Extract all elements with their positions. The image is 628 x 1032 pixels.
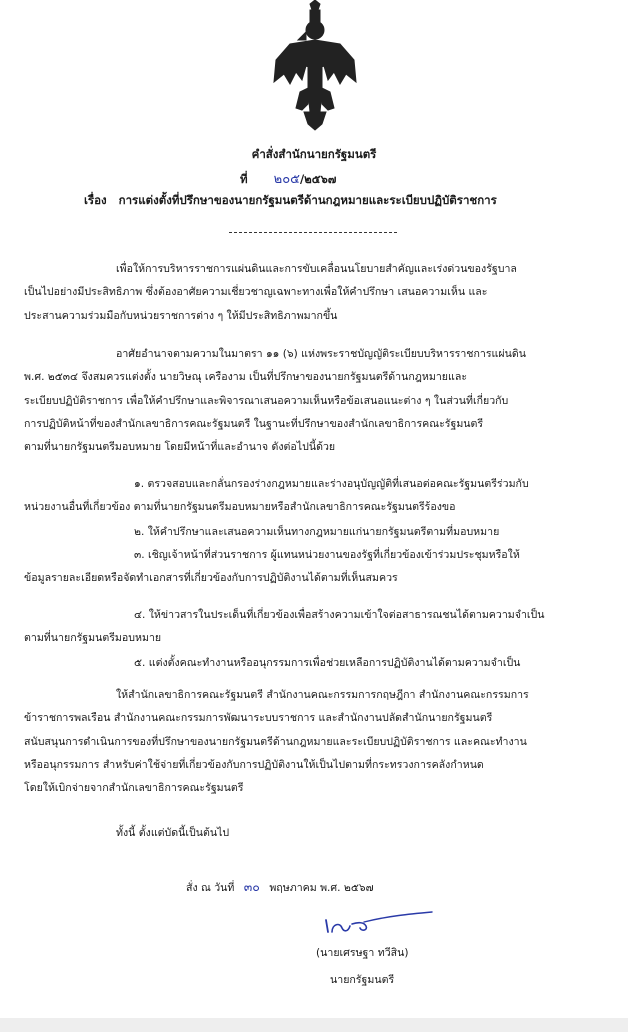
bottom-bar xyxy=(0,1018,628,1032)
text-line: ทั้งนี้ ตั้งแต่บัดนี้เป็นต้นไป xyxy=(116,827,230,839)
text-line: ข้าราชการพลเรือน สำนักงานคณะกรรมการพัฒนาระบบราชการ และสำนักงานปลัดสำนักนายกรัฐมนตรี xyxy=(24,712,493,725)
text-line: ให้สำนักเลขาธิการคณะรัฐมนตรี สำนักงานคณะกรรมการกฤษฎีกา สำนักงานคณะกรรมการ xyxy=(116,689,529,701)
handwritten-day: ๓๐ xyxy=(243,879,260,894)
text-line: ระเบียบปฏิบัติราชการ เพื่อให้คำปรึกษาและพิจารณาเสนอความเห็นหรือข้อเสนอแนะต่าง ๆ ในส่วนที่เกี่ยวกับ xyxy=(24,394,509,407)
paragraph-2 xyxy=(24,343,608,459)
order-number xyxy=(240,168,336,189)
number-label: ที่ xyxy=(240,172,248,186)
date-rest: พฤษภาคม พ.ศ. ๒๕๖๗ xyxy=(269,882,374,894)
garuda-emblem-icon xyxy=(270,0,360,132)
text-line: หรืออนุกรรมการ สำหรับค่าใช้จ่ายที่เกี่ยวข้องกับการปฏิบัติงานให้เป็นไปตามที่กระทรวงการคลังกำหนด xyxy=(24,758,484,771)
duty-item-1: ๑. ตรวจสอบและกลั่นกรองร่างกฎหมายและร่างอนุบัญญัติที่เสนอต่อคณะรัฐมนตรีร่วมกับ หน่วยงานอื่นที่เกี่ยวข้อง ตามที่นายกรัฐมนตรีมอบหมายหรือสำนักเลขาธิการคณะรัฐมนตรีร้องขอ xyxy=(24,478,529,514)
signer-position: นายกรัฐมนตรี xyxy=(330,974,395,986)
number-year: /๒๕๖๗ xyxy=(299,172,337,186)
text-line: สนับสนุนการดำเนินการของที่ปรึกษาของนายกรัฐมนตรีด้านกฎหมายและระเบียบปฏิบัติราชการ และคณะทำงาน xyxy=(24,735,527,748)
order-date xyxy=(186,877,374,897)
signature-icon xyxy=(318,902,438,942)
duty-item-5: ๕. แต่งตั้งคณะทำงานหรืออนุกรรมการเพื่อช่วยเหลือการปฏิบัติงานได้ตามความจำเป็น xyxy=(134,657,521,669)
text-line: พ.ศ. ๒๕๓๔ จึงสมควรแต่งตั้ง นายวิษณุ เครืองาม เป็นที่ปรึกษาของนายกรัฐมนตรีด้านกฎหมายและ xyxy=(24,371,468,384)
divider xyxy=(229,232,397,233)
document-title: คำสั่งสำนักนายกรัฐมนตรี xyxy=(251,147,377,161)
subject-line xyxy=(84,192,497,210)
signer-name: (นายเศรษฐา ทวีสิน) xyxy=(316,947,409,959)
paragraph-3 xyxy=(24,684,608,800)
handwritten-number: ๒๐๕ xyxy=(273,172,300,187)
text-line: ประสานความร่วมมือกับหน่วยราชการต่าง ๆ ให้มีประสิทธิภาพมากขึ้น xyxy=(24,309,338,322)
text-line: เป็นไปอย่างมีประสิทธิภาพ ซึ่งต้องอาศัยความเชี่ยวชาญเฉพาะทางเพื่อให้คำปรึกษา เสนอความเห็น และ xyxy=(24,286,488,299)
paragraph-1 xyxy=(24,258,608,328)
duty-item-2: ๒. ให้คำปรึกษาและเสนอความเห็นทางกฎหมายแก่นายกรัฐมนตรีตามที่มอบหมาย xyxy=(134,526,500,538)
text-line: อาศัยอำนาจตามความในมาตรา ๑๑ (๖) แห่งพระราชบัญญัติระเบียบบริหารราชการแผ่นดิน xyxy=(116,348,526,360)
text-line: การปฏิบัติหน้าที่ของสำนักเลขาธิการคณะรัฐมนตรี ในฐานะที่ปรึกษาของสำนักเลขาธิการคณะรัฐมนตรี xyxy=(24,417,484,430)
text-line: ตามที่นายกรัฐมนตรีมอบหมาย โดยมีหน้าที่และอำนาจ ดังต่อไปนี้ด้วย xyxy=(24,441,336,454)
date-prefix: สั่ง ณ วันที่ xyxy=(186,882,235,894)
subject-label: เรื่อง xyxy=(84,193,107,207)
subject-text: การแต่งตั้งที่ปรึกษาของนายกรัฐมนตรีด้านกฎหมายและระเบียบปฏิบัติราชการ xyxy=(118,193,497,207)
text-line: เพื่อให้การบริหารราชการแผ่นดินและการขับเคลื่อนนโยบายสำคัญและเร่งด่วนของรัฐบาล xyxy=(116,263,517,275)
paragraph-4 xyxy=(24,822,608,845)
duty-item-4: ๔. ให้ข่าวสารในประเด็นที่เกี่ยวข้องเพื่อสร้างความเข้าใจต่อสาธารณชนได้ตามความจำเป็น ตามที่นายกรัฐมนตรีมอบหมาย xyxy=(24,609,545,645)
text-line: โดยให้เบิกจ่ายจากสำนักเลขาธิการคณะรัฐมนตรี xyxy=(24,782,244,795)
duty-item-3: ๓. เชิญเจ้าหน้าที่ส่วนราชการ ผู้แทนหน่วยงานของรัฐที่เกี่ยวข้องเข้าร่วมประชุมหรือให้ ข้อมูลรายละเอียดหรือจัดทำเอกสารที่เกี่ยวข้องกับการปฏิบัติงานได้ตามที่เห็นสมควร xyxy=(24,549,520,585)
